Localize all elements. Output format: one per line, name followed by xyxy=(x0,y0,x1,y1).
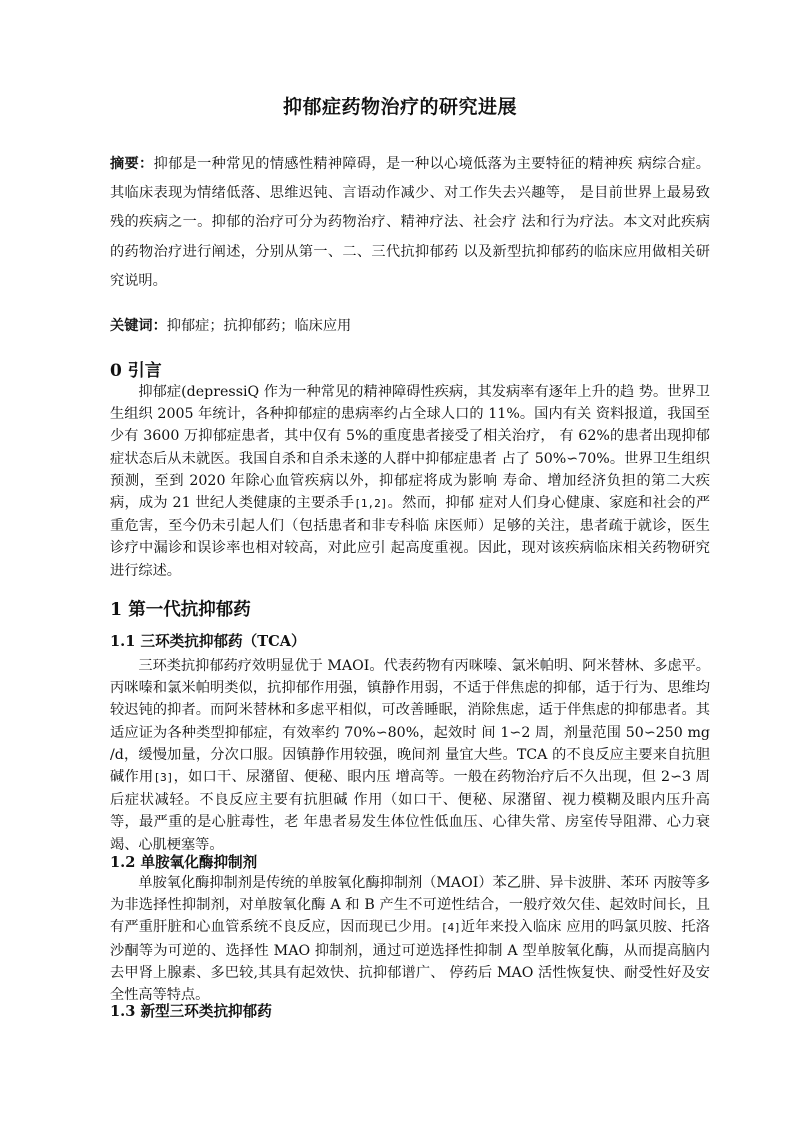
section-heading-intro: 0 引言 xyxy=(110,361,162,381)
maoi-text-tail: 近年来投入临床 应用的吗氯贝胺、托洛沙酮等为可逆的、选择性 MAO 抑制剂，通过可逆选择性抑制 A 型单胺氧化酶，从而提高脑内去甲肾上腺素、多巴较,其具有起效快、抗抑郁谱广、 停药后 MAO 活性恢复快、耐受性好及安全性高等特点。 xyxy=(110,919,710,1004)
citation: [3] xyxy=(153,771,174,785)
intro-body xyxy=(110,381,710,582)
tca-text: 三环类抗抑郁药疗效明显优于 MAOI。代表药物有丙咪嗪、氯米帕明、阿米替林、多虑平。丙咪嗪和氯米帕明类似，抗抑郁作用强，镇静作用弱，不适于伴焦虑的抑郁，适于行为、思维均较迟钝的抑者。而阿米替林和多虑平相似，可改善睡眠，消除焦虑，适于伴焦虑的抑郁患者。其适应证为各种类型抑郁症，有效率约 70%∽80%，起效时 间 1∽2 周，剂量范围 50∽250 mg /d，缓慢加量，分次口服。因镇静作用较强，晚间剂 量宜大些。TCA 的不良反应主要来自抗胆碱作用 xyxy=(110,658,710,786)
maoi-paragraph xyxy=(110,872,710,1006)
subsection-heading-new-tca: 1.3 新型三环类抗抑郁药 xyxy=(110,1003,272,1020)
abstract-label: 摘要： xyxy=(110,156,154,172)
paper-title: 抑郁症药物治疗的研究进展 xyxy=(282,96,517,118)
section-heading-gen1: 1 第一代抗抑郁药 xyxy=(110,600,251,620)
keywords-label: 关键词： xyxy=(110,318,167,334)
tca-text-tail: ，如口干、尿潴留、便秘、眼内压 增高等。一般在药物治疗后不久出现，但 2∽3 周后症状减轻。不良反应主要有抗胆碱 作用（如口干、便秘、尿潴留、视力模糊及眼内压升高等，最严重的是心脏毒性，老 年患者易发生体位性低血压、心律失常、房室传导阻滞、心力衰竭、心肌梗塞等。 xyxy=(110,769,710,853)
intro-text-tail: 。然而，抑郁 症对人们身心健康、家庭和社会的严重危害，至今仍未引起人们（包括患者和非专科临 床医师）足够的关注，患者疏于就诊，医生诊疗中漏诊和误诊率也相对较高，对此应引 起高度重视。因此，现对该疾病临床相关药物研究进行综述。 xyxy=(110,495,711,579)
abstract-text: 抑郁是一种常见的情感性精神障碍，是一种以心境低落为主要特征的精神疾 病综合症。其临床表现为情绪低落、思维迟钝、言语动作减少、对工作失去兴趣等， 是目前世界上最易致残的疾病之一。抑郁的治疗可分为药物治疗、精神疗法、社会疗 法和行为疗法。本文对此疾病的药物治疗进行阐述，分别从第一、二、三代抗抑郁药 以及新型抗抑郁药的临床应用做相关研究说明。 xyxy=(110,156,710,289)
citation: [1,2] xyxy=(354,497,388,511)
maoi-text: 单胺氧化酶抑制剂是传统的单胺氧化酶抑制剂（MAOI）苯乙肼、异卡波肼、苯环 丙胺等多为非选择性抑制剂，对单胺氧化酶 A 和 B 产生不可逆性结合，一般疗效欠佳、起效时间长，且有严重肝脏和心血管系统不良反应，因而现已少用。 xyxy=(110,875,710,936)
abstract xyxy=(110,150,710,296)
citation: [4] xyxy=(440,921,461,935)
keywords xyxy=(110,313,710,339)
tca-paragraph xyxy=(110,655,710,856)
subsection-heading-tca: 1.1 三环类抗抑郁药（TCA） xyxy=(110,633,306,650)
maoi-body xyxy=(110,872,710,1006)
subsection-heading-maoi: 1.2 单胺氧化酶抑制剂 xyxy=(110,854,258,871)
tca-body xyxy=(110,655,710,856)
intro-paragraph xyxy=(110,381,710,582)
intro-text: 抑郁症(depressiQ 作为一种常见的精神障碍性疾病，其发病率有逐年上升的趋 势。世界卫生组织 2005 年统计，各种抑郁症的患病率约占全球人口的 11%。国内有关 资料报道，我国至少有 3600 万抑郁症患者，其中仅有 5%的重度患者接受了相关治疗， 有 62%的患者出现抑郁症状态后从未就医。我国自杀和自杀未遂的人群中抑郁症患者 占了 50%∽70%。世界卫生组织预测，至到 2020 年除心血管疾病以外，抑郁症将成为影响 寿命、增加经济负担的第二大疾病，成为 21 世纪人类健康的主要杀手 xyxy=(110,384,710,512)
keywords-text: 抑郁症；抗抑郁药；临床应用 xyxy=(166,318,352,334)
